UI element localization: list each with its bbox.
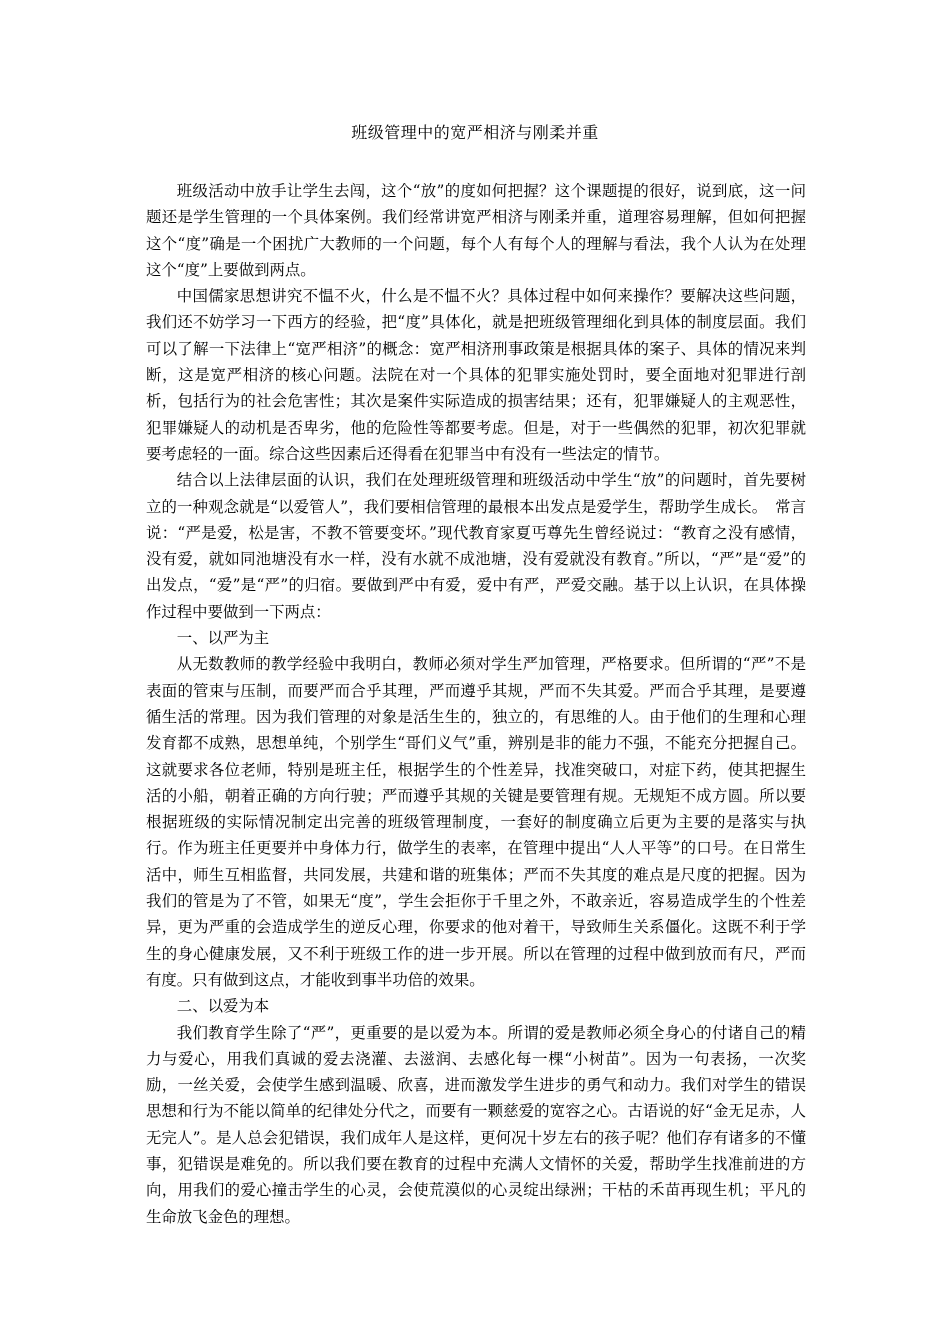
paragraph: 班级活动中放手让学生去闯，这个“放”的度如何把握？这个课题提的很好，说到底，这一问题还是学生管理的一个具体案例。我们经常讲宽严相济与刚柔并重，道理容易理解，但如何把握这个“度”确是一个困扰广大教师的一个问题，每个人有每个人的理解与看法，我个人认为在处理这个“度”上要做到两点。 (146, 182, 806, 279)
section-heading: 二、以爱为本 (176, 997, 270, 1016)
paragraph: 从无数教师的教学经验中我明白，教师必须对学生严加管理，严格要求。但所谓的“严”不是表面的管束与压制，而要严而合乎其理，严而遵乎其规，严而不失其爱。严而合乎其理，是要遵循生活的常理。因为我们管理的对象是活生生的，独立的，有思维的人。由于他们的生理和心理发育都不成熟，思想单纯，个别学生“哥们义气”重，辨别是非的能力不强，不能充分把握自己。这就要求各位老师，特别是班主任，根据学生的个性差异，找准突破口，对症下药，使其把握生活的小船，朝着正确的方向行驶；严而遵乎其规的关键是要管理有规。无规矩不成方圆。所以要根据班级的实际情况制定出完善的班级管理制度，一套好的制度确立后更为主要的是落实与执行。作为班主任更要并中身体力行，做学生的表率，在管理中提出“人人平等”的口号。在日常生活中，师生互相监督，共同发展，共建和谐的班集体；严而不失其度的难点是尺度的把握。因为我们的管是为了不管，如果无“度”，学生会拒你于千里之外，不敢亲近，容易造成学生的个性差异，更为严重的会造成学生的逆反心理，你要求的他对着干，导致师生关系僵化。这既不利于学生的身心健康发展，又不利于班级工作的进一步开展。所以在管理的过程中做到放而有尺，严而有度。只有做到这点，才能收到事半功倍的效果。 (146, 655, 806, 989)
section-heading: 一、以严为主 (176, 629, 270, 648)
paragraph: 我们教育学生除了“严”，更重要的是以爱为本。所谓的爱是教师必须全身心的付诸自己的精力与爱心，用我们真诚的爱去浇灌、去滋润、去感化每一棵“小树苗”。因为一句表扬，一次奖励，一丝关爱，会使学生感到温暖、欣喜，进而激发学生进步的勇气和动力。我们对学生的错误思想和行为不能以简单的纪律处分代之，而要有一颗慈爱的宽容之心。古语说的好“金无足赤，人无完人”。是人总会犯错误，我们成年人是这样，更何况十岁左右的孩子呢？他们存有诸多的不懂事，犯错误是难免的。所以我们要在教育的过程中充满人文情怀的关爱，帮助学生找准前进的方向，用我们的爱心撞击学生的心灵，会使荒漠似的心灵绽出绿洲；干枯的禾苗再现生机；平凡的生命放飞金色的理想。 (146, 1023, 806, 1226)
paragraph: 中国儒家思想讲究不愠不火，什么是不愠不火？具体过程中如何来操作？要解决这些问题，我们还不妨学习一下西方的经验，把“度”具体化，就是把班级管理细化到具体的制度层面。我们可以了解一下法律上“宽严相济”的概念：宽严相济刑事政策是根据具体的案子、具体的情况来判断，这是宽严相济的核心问题。法院在对一个具体的犯罪实施处罚时，要全面地对犯罪进行剖析，包括行为的社会危害性；其次是案件实际造成的损害结果；还有，犯罪嫌疑人的主观恶性，犯罪嫌疑人的动机是否卑劣，他的危险性等都要考虑。但是，对于一些偶然的犯罪，初次犯罪就要考虑轻的一面。综合这些因素后还得看在犯罪当中有没有一些法定的情节。 (146, 287, 806, 463)
document-title: 班级管理中的宽严相济与刚柔并重 (351, 123, 599, 142)
paragraph: 结合以上法律层面的认识，我们在处理班级管理和班级活动中学生“放”的问题时，首先要树立的一种观念就是“以爱管人”，我们要相信管理的最根本出发点是爱学生，帮助学生成长。 常言说：“严是爱，松是害，不教不管要变坏。”现代教育家夏丐尊先生曾经说过：“教育之没有感情，没有爱，就如同池塘没有水一样，没有水就不成池塘，没有爱就没有教育。”所以，“严”是“爱”的出发点，“爱”是“严”的归宿。要做到严中有爱，爱中有严，严爱交融。基于以上认识，在具体操作过程中要做到一下两点： (146, 471, 806, 621)
document-body (146, 178, 806, 1230)
